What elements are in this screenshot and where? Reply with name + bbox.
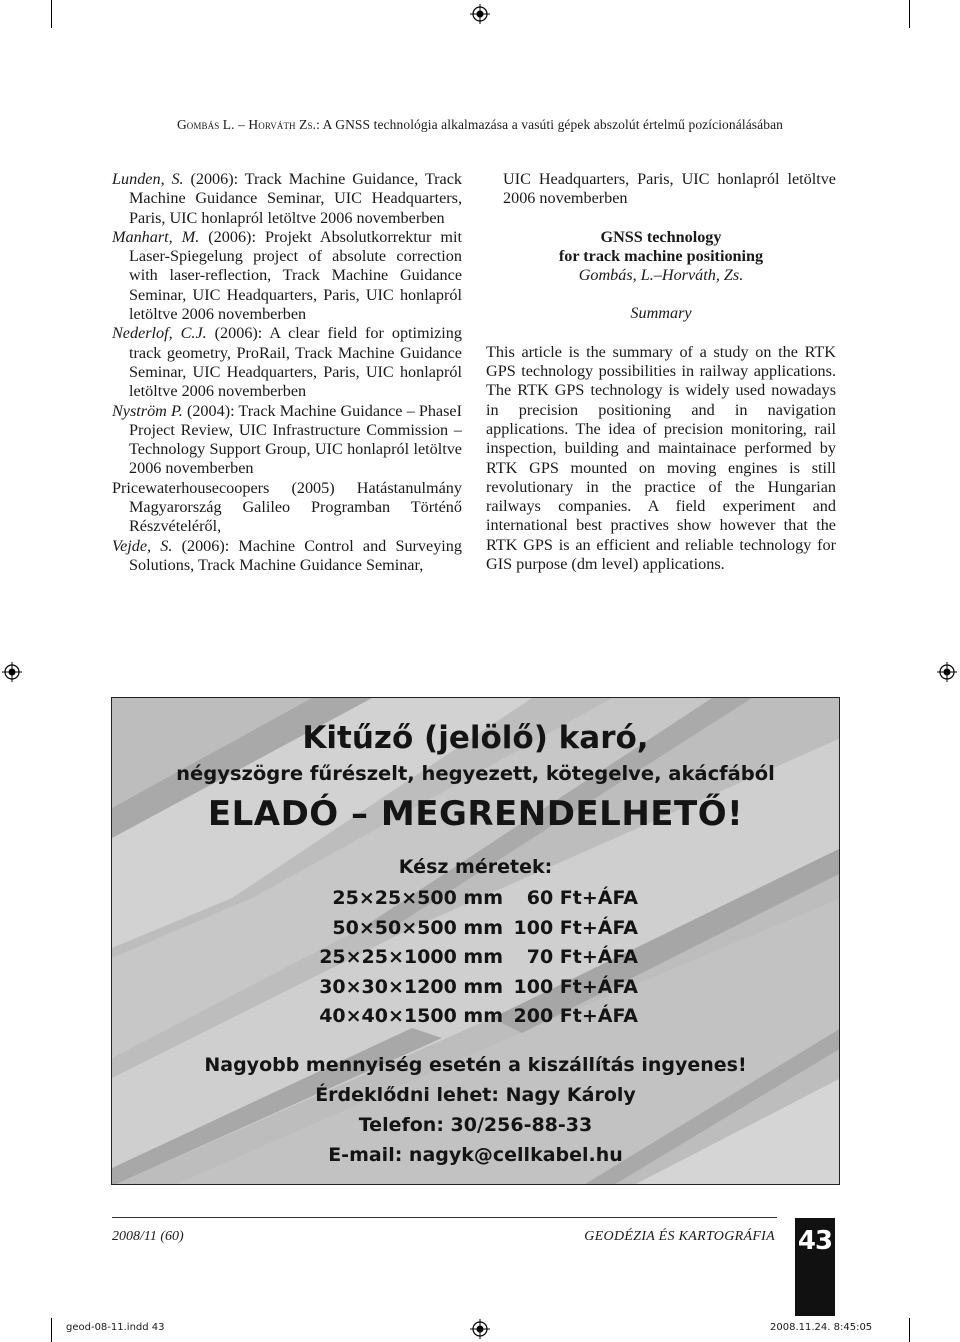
crop-mark-top-right: [909, 0, 910, 28]
english-title-line1: GNSS technology: [600, 227, 722, 246]
price-row: 25×25×1000 mm 70 Ft+ÁFA: [319, 946, 638, 969]
summary-text: This article is the summary of a study on the RTK GPS technology possibilities in railway applications. The RTK GPS technology is widely used nowadays in precision positioning and in navigation applications. The idea of precision monitoring, rail inspection, building and maintainace performed by RTK GPS mounted on moving engines is still revolutionary in the practice of the Hungarian railways companies. A field experiment and international best practives show however that the RTK GPS is an efficient and reliable technology for GIS purpose (dm level) applications.: [486, 342, 836, 574]
ad-contact-email: E-mail: nagyk@cellkabel.hu: [328, 1144, 623, 1166]
page-number: 43: [797, 1226, 833, 1256]
english-authors: Gombás, L.–Horváth, Zs.: [578, 266, 744, 285]
running-head-author2: Horváth Zs.: [248, 117, 317, 132]
reference-continuation: UIC Headquarters, Paris, UIC honlapról letöltve 2006 novemberben: [503, 170, 836, 208]
ad-contact-phone: Telefon: 30/256-88-33: [358, 1114, 593, 1136]
running-head: Gombás L. – Horváth Zs.: A GNSS technológia alkalmazása a vasúti gépek abszolút értelmű pozícionálásában: [176, 117, 784, 132]
summary-column: [486, 170, 836, 574]
crop-mark-bottom-left: [51, 1318, 52, 1342]
reference-item: Vejde, S. (2006): Machine Control and Surveying Solutions, Track Machine Guidance Seminar,: [112, 536, 462, 574]
footer-journal: GEODÉZIA ÉS KARTOGRÁFIA: [584, 1229, 775, 1244]
ad-contact-name: Érdeklődni lehet: Nagy Károly: [315, 1084, 636, 1106]
english-title-line2: for track machine positioning: [558, 246, 764, 265]
running-head-title: : A GNSS technológia alkalmazása a vasúti gépek abszolút értelmű pozícionálásában: [316, 117, 784, 132]
ad-sizes-label: Kész méretek:: [398, 856, 553, 878]
ad-title: Kitűző (jelölő) karó,: [302, 720, 649, 756]
reference-item: Lunden, S. (2006): Track Machine Guidance, Track Machine Guidance Seminar, UIC Headquarters, Paris, UIC honlapról letöltve 2006 novemberben: [112, 170, 462, 227]
registration-mark-top: [470, 4, 490, 24]
registration-mark-right: [937, 662, 957, 682]
crop-mark-bottom-right: [909, 1318, 910, 1342]
footer-issue: 2008/11 (60): [112, 1229, 184, 1244]
registration-mark-bottom: [470, 1319, 490, 1339]
running-head-author1: Gombás L.: [176, 117, 235, 132]
registration-mark-left: [2, 662, 22, 682]
footer-rule: [112, 1217, 777, 1218]
crop-mark-top-left: [51, 0, 52, 28]
price-table: [318, 884, 648, 1032]
summary-heading: Summary: [630, 304, 692, 323]
ad-sale-headline: ELADÓ – MEGRENDELHETŐ!: [207, 794, 744, 834]
ad-subtitle: négyszögre fűrészelt, hegyezett, kötegelve, akácfából: [176, 762, 775, 785]
reference-item: Pricewaterhousecoopers (2005) Hatástanulmány Magyarország Galileo Programban Történő Részvételéről,: [112, 478, 462, 536]
reference-item: Manhart, M. (2006): Projekt Absolutkorrektur mit Laser-Spiegelung project of absolute correction with laser-reflection, Track Machine Guidance Seminar, UIC Headquarters, Paris, UIC honlapról letöltve 2006 novemberben: [112, 227, 462, 324]
references-column: [112, 170, 462, 575]
reference-item: Nederlof, C.J. (2006): A clear field for optimizing track geometry, ProRail, Track Machine Guidance Seminar, UIC Headquarters, Paris, UIC honlapról letöltve 2006 novemberben: [112, 324, 462, 401]
price-row: 25×25×500 mm 60 Ft+ÁFA: [332, 887, 638, 909]
reference-item: Nyström P. (2004): Track Machine Guidance – PhaseI Project Review, UIC Infrastructure Commission –Technology Support Group, UIC honlapról letöltve 2006 novemberben: [112, 401, 462, 478]
slug-datetime: 2008.11.24. 8:45:05: [770, 1322, 873, 1333]
ad-free-delivery: Nagyobb mennyiség esetén a kiszállítás ingyenes!: [204, 1054, 747, 1076]
price-row: 30×30×1200 mm 100 Ft+ÁFA: [319, 975, 638, 998]
advertisement-box: [111, 697, 840, 1185]
slug-file: geod-08-11.indd 43: [66, 1322, 165, 1333]
price-row: 50×50×500 mm 100 Ft+ÁFA: [332, 916, 638, 939]
price-row: 40×40×1500 mm 200 Ft+ÁFA: [319, 1005, 638, 1028]
